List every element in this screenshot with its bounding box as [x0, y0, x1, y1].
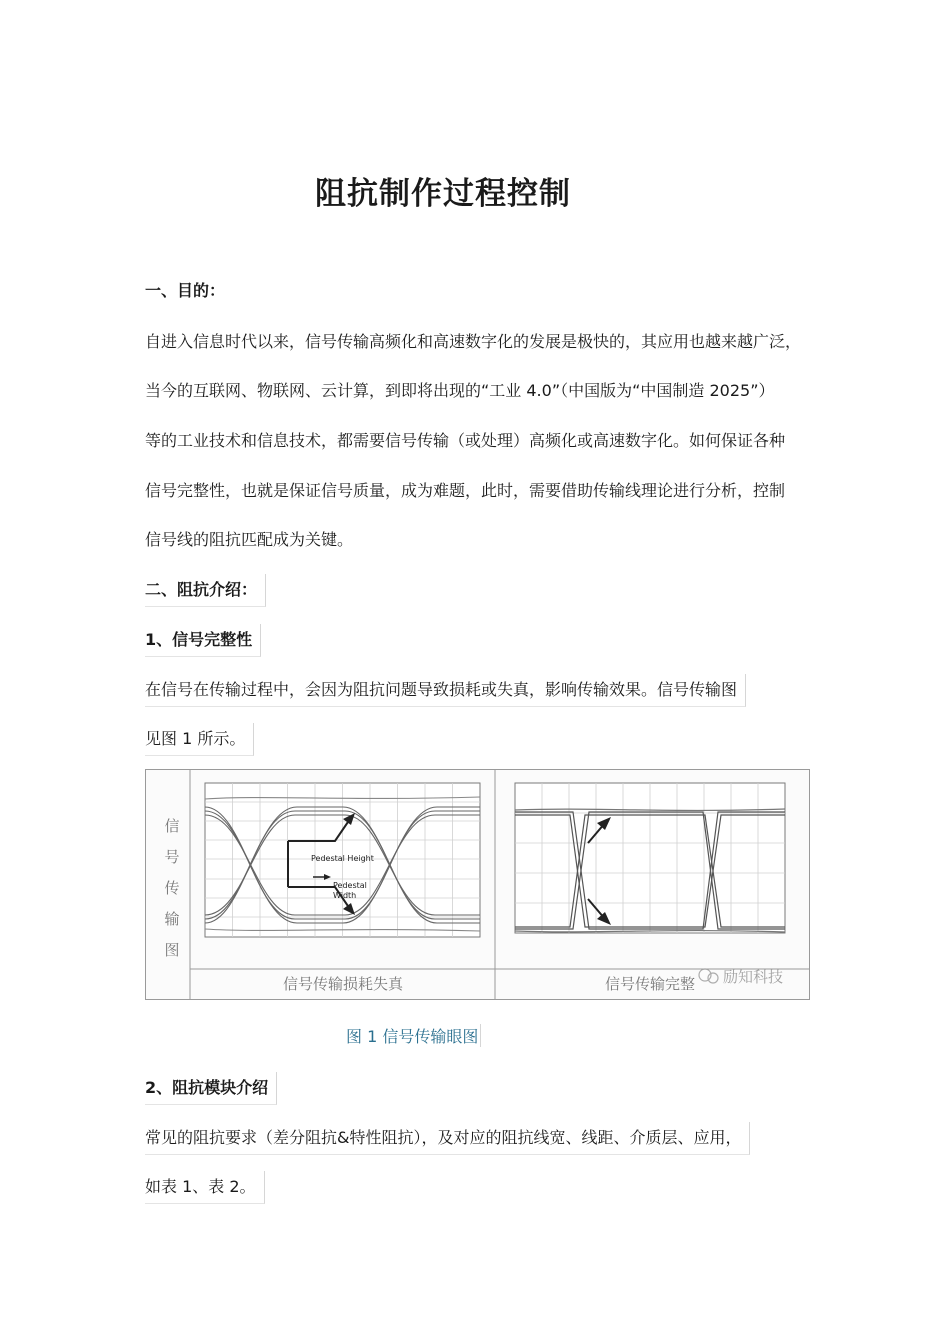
impedance-module-line-1: 常见的阻抗要求（差分阻抗&特性阻抗），及对应的阻抗线宽、线距、介质层、应用， [145, 1122, 750, 1155]
section-impedance-heading: 二、阻抗介绍： [145, 574, 266, 607]
document-title: 阻抗制作过程控制 [315, 176, 571, 212]
side-label-char: 信 [164, 817, 180, 835]
impedance-module-line-2: 如表 1、表 2。 [145, 1171, 265, 1204]
section-purpose-heading: 一、目的： [145, 281, 226, 300]
purpose-line-1: 自进入信息时代以来，信号传输高频化和高速数字化的发展是极快的，其应用也越来越广泛， [145, 332, 802, 351]
pedestal-width-label: Pedestal [333, 881, 367, 890]
lossy-eye-plot [205, 783, 480, 937]
watermark-text: 励知科技 [723, 968, 784, 986]
side-label-char: 图 [164, 941, 180, 959]
purpose-line-4: 信号完整性，也就是保证信号质量，成为难题，此时，需要借助传输线理论进行分析，控制 [145, 481, 786, 500]
side-label-char: 传 [164, 879, 180, 897]
side-label-char: 输 [164, 910, 180, 928]
purpose-line-2: 当今的互联网、物联网、云计算，到即将出现的“工业 4.0”（中国版为“中国制造 2025”） [145, 381, 775, 400]
pedestal-height-label: Pedestal Height [311, 854, 374, 863]
lossy-caption: 信号传输损耗失真 [282, 975, 404, 993]
signal-integrity-heading: 1、信号完整性 [145, 624, 261, 657]
figure-caption: 图 1 信号传输眼图 [346, 1024, 481, 1047]
signal-integrity-line-1: 在信号在传输过程中，会因为阻抗问题导致损耗或失真，影响传输效果。信号传输图 [145, 674, 746, 707]
pedestal-width-label: Width [333, 891, 357, 900]
clean-eye-plot [515, 783, 785, 933]
side-label-char: 号 [164, 848, 180, 866]
eye-diagram-figure [145, 769, 810, 1004]
clean-caption: 信号传输完整 [604, 975, 696, 993]
impedance-module-heading: 2、阻抗模块介绍 [145, 1072, 277, 1105]
signal-integrity-line-2: 见图 1 所示。 [145, 723, 254, 756]
purpose-line-3: 等的工业技术和信息技术，都需要信号传输（或处理）高频化或高速数字化。如何保证各种 [145, 431, 786, 450]
purpose-line-5: 信号线的阻抗匹配成为关键。 [145, 530, 354, 549]
